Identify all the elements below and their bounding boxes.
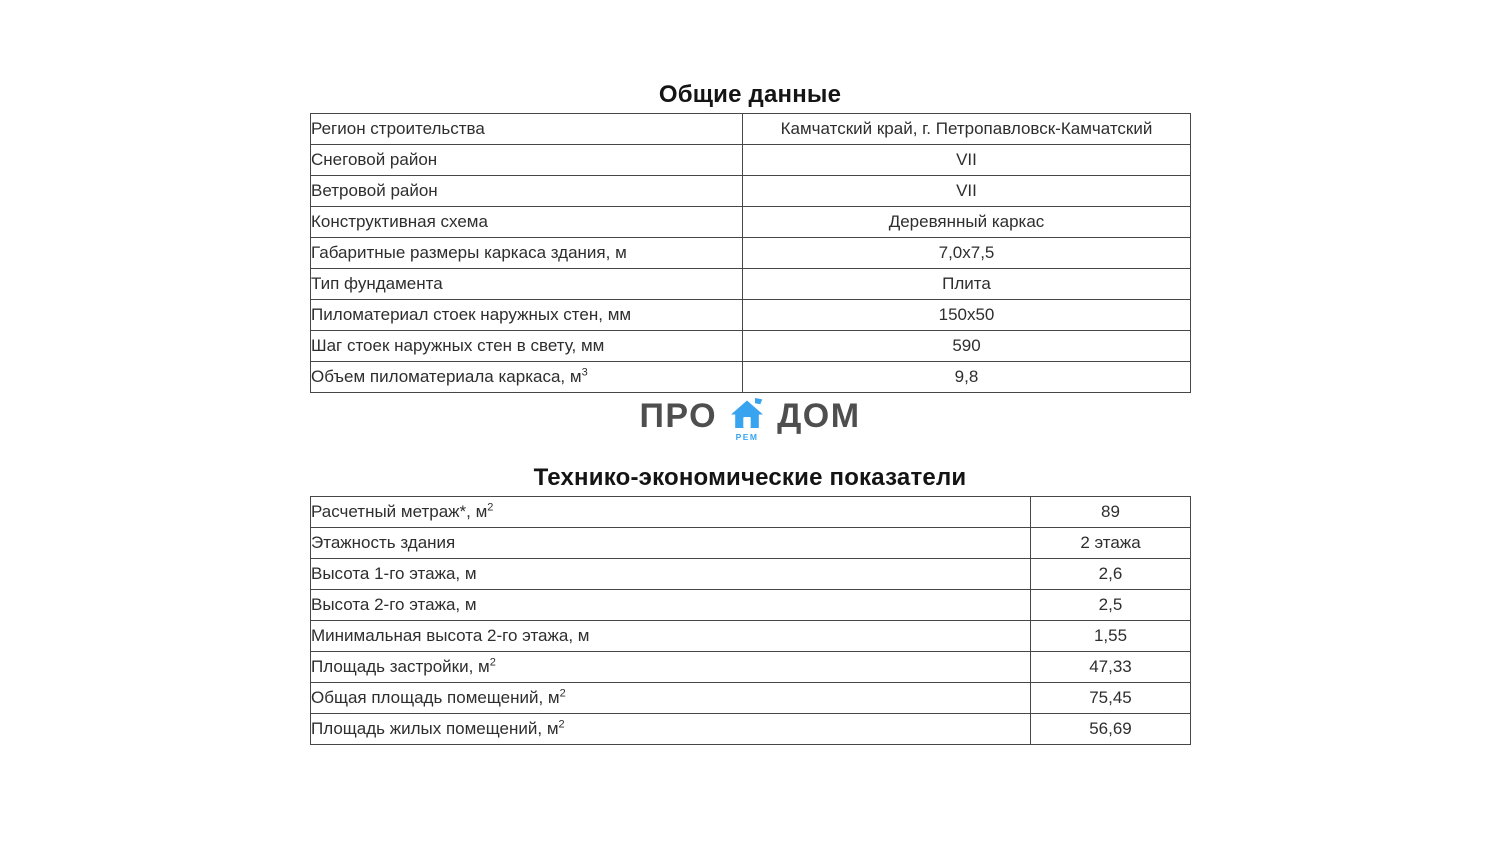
row-label-sup: 2	[487, 501, 494, 514]
row-label	[311, 176, 743, 207]
table-row	[311, 300, 1191, 331]
row-label-text: Этажность здания	[311, 533, 456, 552]
table-row	[311, 559, 1191, 590]
tech-indicators-table	[310, 496, 1191, 745]
table-row	[311, 114, 1191, 145]
table-row	[311, 362, 1191, 393]
row-label-text: Объем пиломатериала каркаса, м	[311, 367, 582, 386]
row-label	[311, 683, 1031, 714]
logo-house	[728, 395, 766, 443]
logo-text-dom: ДОМ	[777, 397, 861, 435]
row-value: 2 этажа	[1031, 528, 1191, 559]
row-label	[311, 331, 743, 362]
row-value: 150х50	[743, 300, 1191, 331]
row-value: Камчатский край, г. Петропавловск-Камчатский	[743, 114, 1191, 145]
table-row	[311, 238, 1191, 269]
row-label-text: Минимальная высота 2-го этажа, м	[311, 626, 590, 645]
table-row	[311, 207, 1191, 238]
row-label	[311, 238, 743, 269]
row-label-text: Общая площадь помещений, м	[311, 688, 560, 707]
row-value: 590	[743, 331, 1191, 362]
row-label-text: Снеговой район	[311, 150, 438, 169]
logo-text-pro: ПРО	[639, 397, 718, 435]
row-label	[311, 559, 1031, 590]
row-value: 9,8	[743, 362, 1191, 393]
row-value: Деревянный каркас	[743, 207, 1191, 238]
table-row	[311, 714, 1191, 745]
table-row	[311, 528, 1191, 559]
table-row	[311, 176, 1191, 207]
row-value: 56,69	[1031, 714, 1191, 745]
row-value: 47,33	[1031, 652, 1191, 683]
row-label	[311, 714, 1031, 745]
row-label-text: Габаритные размеры каркаса здания, м	[311, 243, 627, 262]
table-row	[311, 331, 1191, 362]
row-value: VII	[743, 176, 1191, 207]
row-label-text: Высота 1-го этажа, м	[311, 564, 477, 583]
row-label-text: Шаг стоек наружных стен в свету, мм	[311, 336, 605, 355]
table-row	[311, 621, 1191, 652]
row-value: 7,0х7,5	[743, 238, 1191, 269]
table-row	[311, 683, 1191, 714]
row-label	[311, 362, 743, 393]
row-label	[311, 269, 743, 300]
row-label	[311, 621, 1031, 652]
row-value: Плита	[743, 269, 1191, 300]
row-label-text: Высота 2-го этажа, м	[311, 595, 477, 614]
row-label-text: Регион строительства	[311, 119, 485, 138]
row-label	[311, 300, 743, 331]
row-label-sup: 2	[559, 687, 566, 700]
row-label	[311, 145, 743, 176]
row-value: 2,6	[1031, 559, 1191, 590]
general-table-title: Общие данные	[658, 81, 842, 108]
house-icon	[729, 396, 765, 432]
row-label-sup: 2	[489, 656, 496, 669]
logo	[310, 394, 1190, 444]
row-label-text: Пиломатериал стоек наружных стен, мм	[311, 305, 632, 324]
row-value: 1,55	[1031, 621, 1191, 652]
row-label-text: Площадь застройки, м	[311, 657, 490, 676]
table-row	[311, 652, 1191, 683]
row-label-text: Конструктивная схема	[311, 212, 488, 231]
row-label	[311, 652, 1031, 683]
table-row	[311, 269, 1191, 300]
row-label-text: Площадь жилых помещений, м	[311, 719, 559, 738]
row-label	[311, 114, 743, 145]
document-content	[310, 0, 1190, 745]
row-value: 89	[1031, 497, 1191, 528]
row-label	[311, 207, 743, 238]
row-value: 2,5	[1031, 590, 1191, 621]
row-label	[311, 497, 1031, 528]
row-label-text: Расчетный метраж*, м	[311, 502, 488, 521]
general-data-table	[310, 113, 1191, 393]
row-label	[311, 590, 1031, 621]
row-label	[311, 528, 1031, 559]
logo-rem-text: РЕМ	[735, 431, 759, 442]
row-label-text: Тип фундамента	[311, 274, 443, 293]
table-row	[311, 497, 1191, 528]
row-label-sup: 2	[558, 718, 565, 731]
tech-table-title: Технико-экономические показатели	[533, 464, 967, 491]
table-row	[311, 145, 1191, 176]
row-label-text: Ветровой район	[311, 181, 438, 200]
row-value: 75,45	[1031, 683, 1191, 714]
row-label-sup: 3	[581, 366, 588, 379]
row-value: VII	[743, 145, 1191, 176]
table-row	[311, 590, 1191, 621]
